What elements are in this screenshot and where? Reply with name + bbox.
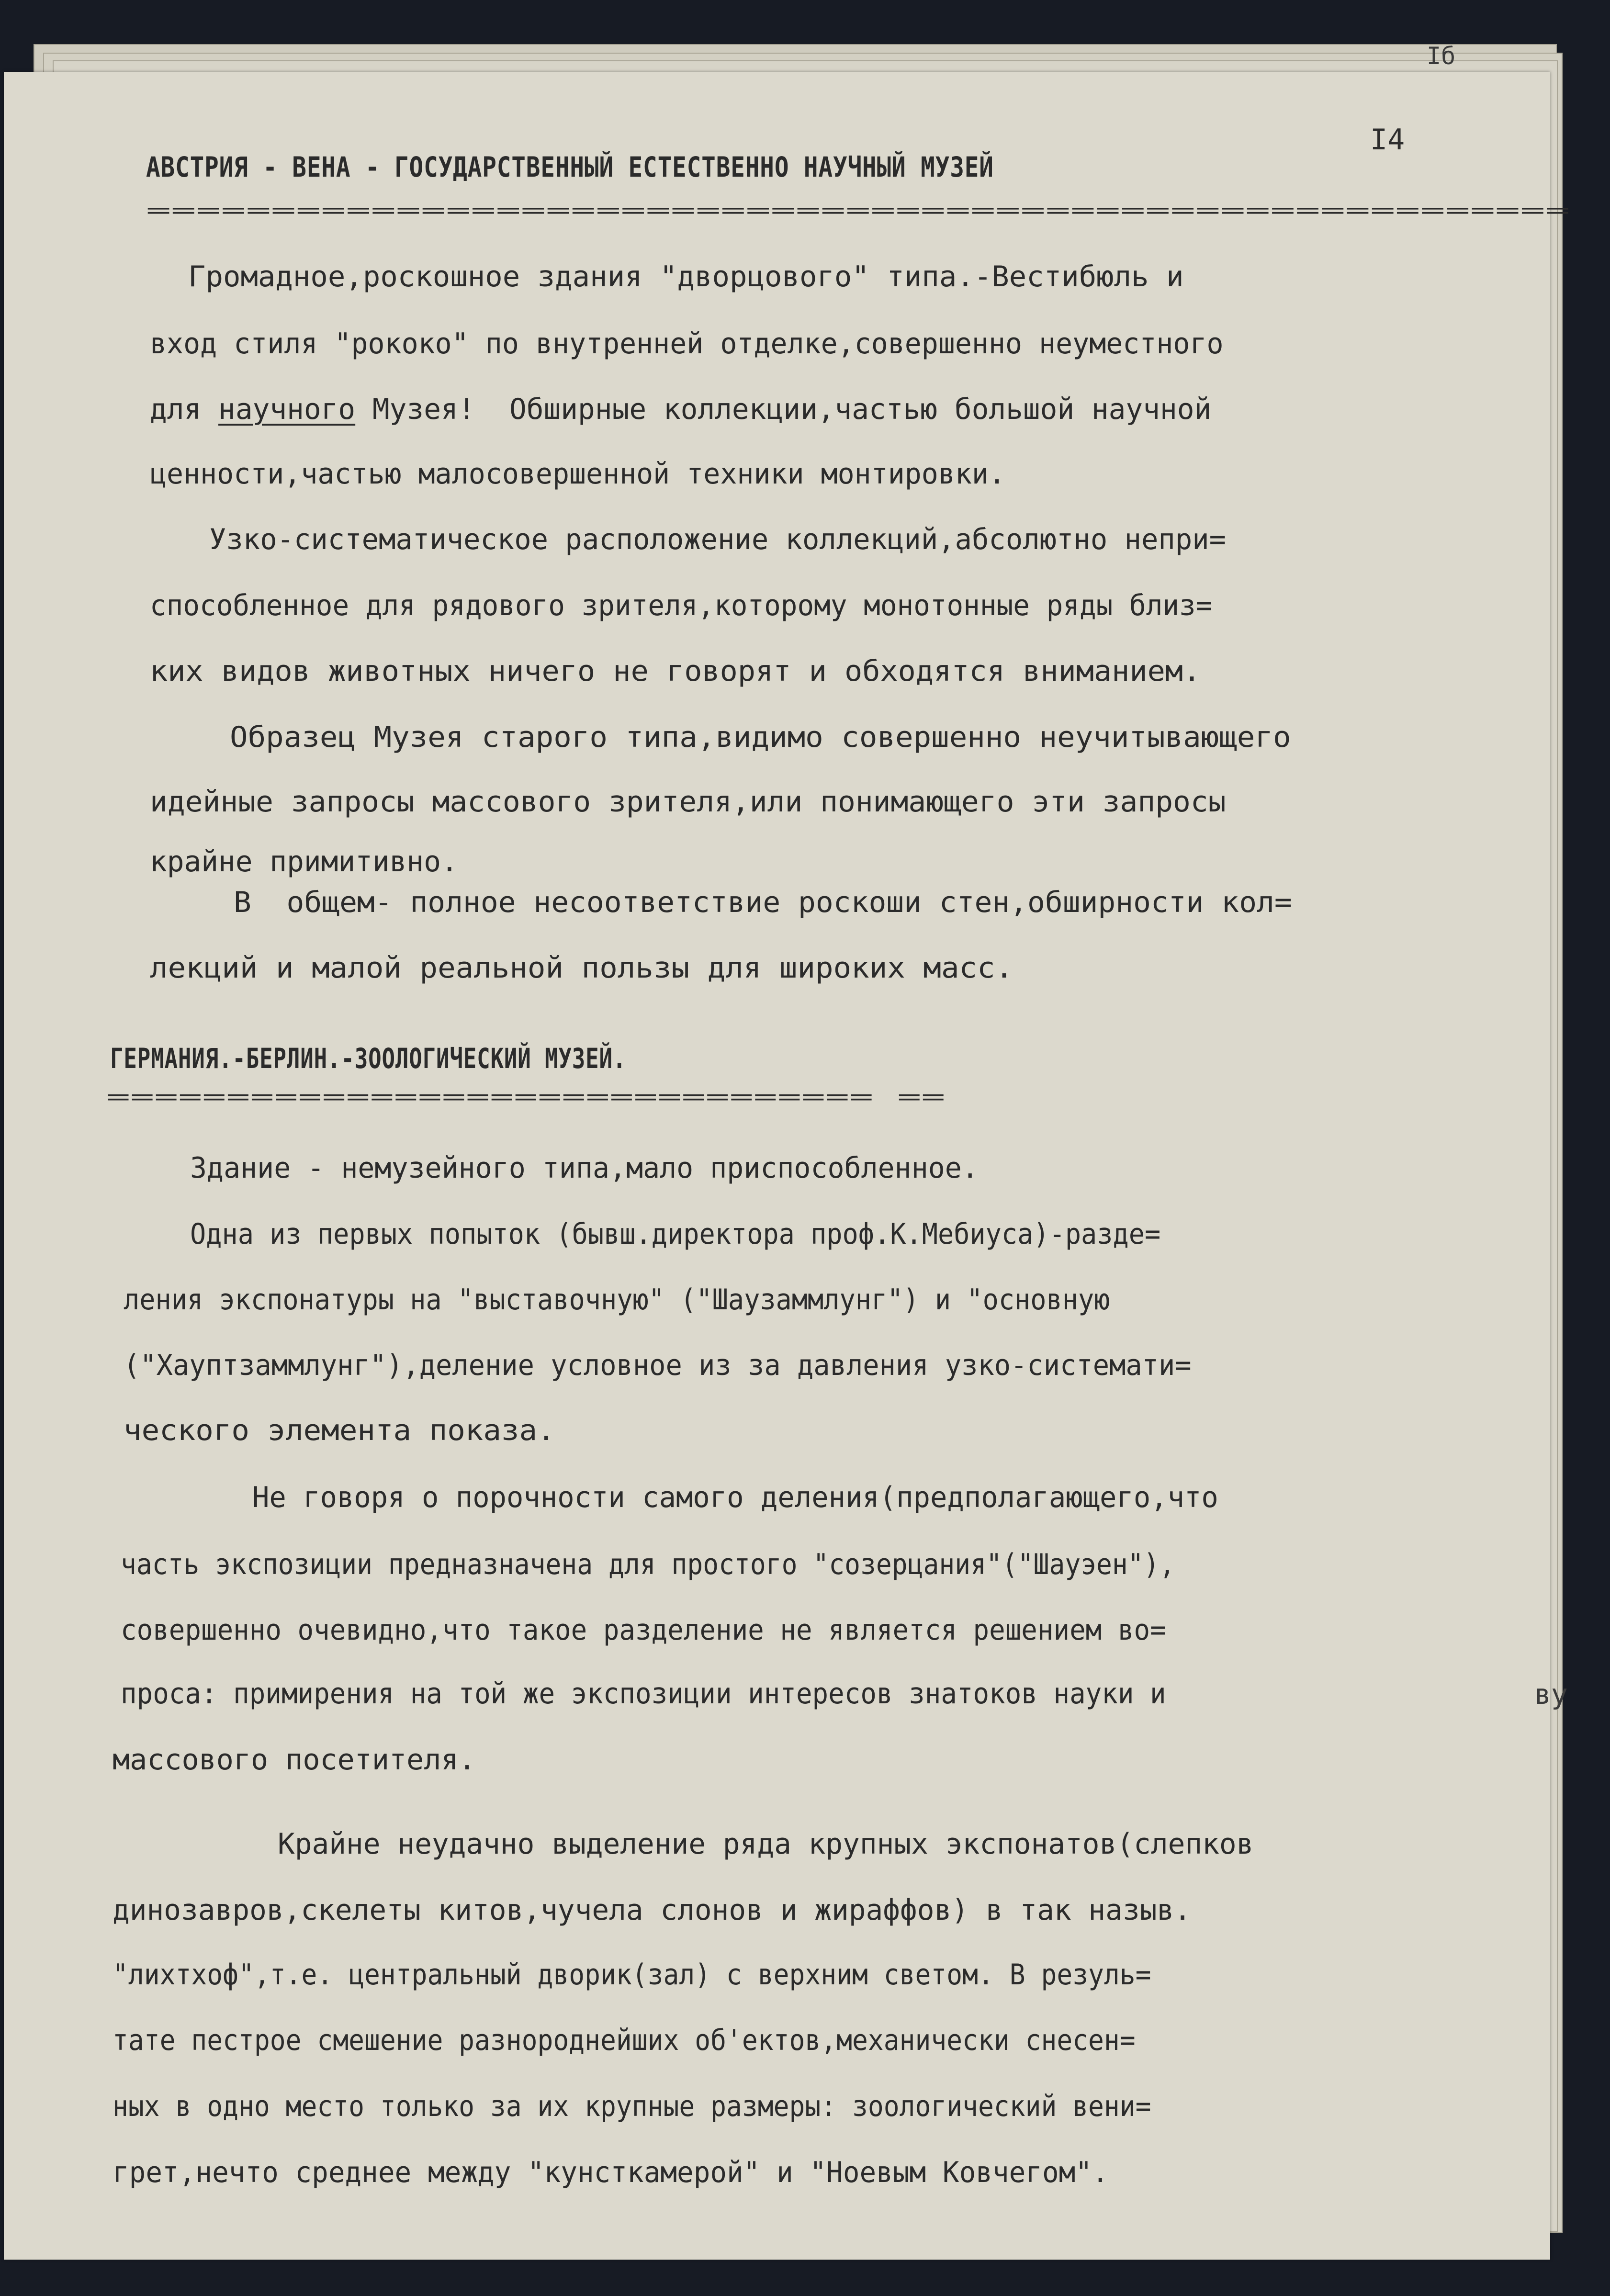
paragraph-line: ных в одно место только за их крупные размеры: зоологический вени= — [113, 2090, 1151, 2123]
paragraph-line: Образец Музея старого типа,видимо совершенно неучитывающего — [230, 720, 1291, 754]
paragraph-line: лекций и малой реальной пользы для широких масс. — [150, 951, 1013, 985]
paragraph-line: "лихтхоф",т.е. центральный дворик(зал) с верхним светом. В резуль= — [113, 1958, 1151, 1992]
margin-mark: ву — [1534, 1678, 1568, 1711]
paragraph-line: Здание - немузейного типа,мало приспособленное. — [190, 1151, 979, 1185]
paragraph-line: совершенно очевидно,что такое разделение не является решением во= — [121, 1613, 1166, 1647]
heading-underline-rule: ================================ == — [106, 1085, 946, 1109]
paragraph-line: ких видов животных ничего не говорят и обходятся вниманием. — [150, 654, 1201, 688]
paragraph-line: ("Хауптзаммлунг"),деление условное из за давления узко-системати= — [124, 1349, 1192, 1382]
paragraph-line: Одна из первых попыток (бывш.директора проф.К.Мебиуса)-разде= — [190, 1217, 1161, 1251]
paragraph-line: В общем- полное несоответствие роскоши стен,обширности кол= — [234, 886, 1292, 919]
stack-page-number: Iб — [1427, 42, 1456, 70]
paragraph-line: тате пестрое смешение разнороднейших об'ектов,механически снесен= — [113, 2024, 1136, 2057]
section-heading-austria: АВСТРИЯ - ВЕНА - ГОСУДАРСТВЕННЫЙ ЕСТЕСТВЕННО НАУЧНЫЙ МУЗЕЙ — [146, 151, 994, 183]
paragraph-line: Громадное,роскошное здания "дворцового" типа.-Вестибюль и — [188, 260, 1184, 293]
paragraph-line: Узко-систематическое расположение коллекций,абсолютно непри= — [209, 523, 1227, 556]
paragraph-line: массового посетителя. — [113, 1743, 476, 1777]
paragraph-line: для научного Музея! Обширные коллекции,частью большой научной — [150, 393, 1212, 426]
paragraph-line: ления экспонатуры на "выставочную" ("Шаузаммлунг") и "основную — [124, 1283, 1110, 1317]
section-heading-germany: ГЕРМАНИЯ.-БЕРЛИН.-ЗООЛОГИЧЕСКИЙ МУЗЕЙ. — [110, 1042, 627, 1075]
paragraph-line: Крайне неудачно выделение ряда крупных экспонатов(слепков — [278, 1827, 1254, 1861]
paragraph-line: Не говоря о порочности самого деления(предполагающего,что — [252, 1481, 1218, 1514]
paragraph-line: грет,нечто среднее между "кунсткамерой" и "Ноевым Ковчегом". — [113, 2156, 1109, 2189]
paragraph-line: ценности,частью малосовершенной техники монтировки. — [150, 457, 1006, 491]
paragraph-line: часть экспозиции предназначена для простого "созерцания"("Шауэен"), — [121, 1548, 1175, 1581]
paragraph-line: проса: примирения на той же экспозиции интересов знатоков науки и — [121, 1677, 1166, 1711]
paragraph-line: крайне примитивно. — [150, 845, 458, 878]
paragraph-line: способленное для рядового зрителя,которому монотонные ряды близ= — [150, 589, 1213, 622]
page-number: I4 — [1370, 123, 1405, 157]
paragraph-line: ческого элемента показа. — [124, 1414, 555, 1447]
underlined-word: научного — [218, 393, 356, 426]
paragraph-line: динозавров,скелеты китов,чучела слонов и жираффов) в так назыв. — [113, 1893, 1192, 1927]
paragraph-line: вход стиля "рококо" по внутренней отделке,совершенно неуместного — [150, 327, 1224, 360]
paragraph-line: идейные запросы массового зрителя,или понимающего эти запросы — [150, 785, 1226, 819]
heading-underline-rule: ========================================================= — [146, 198, 1570, 223]
